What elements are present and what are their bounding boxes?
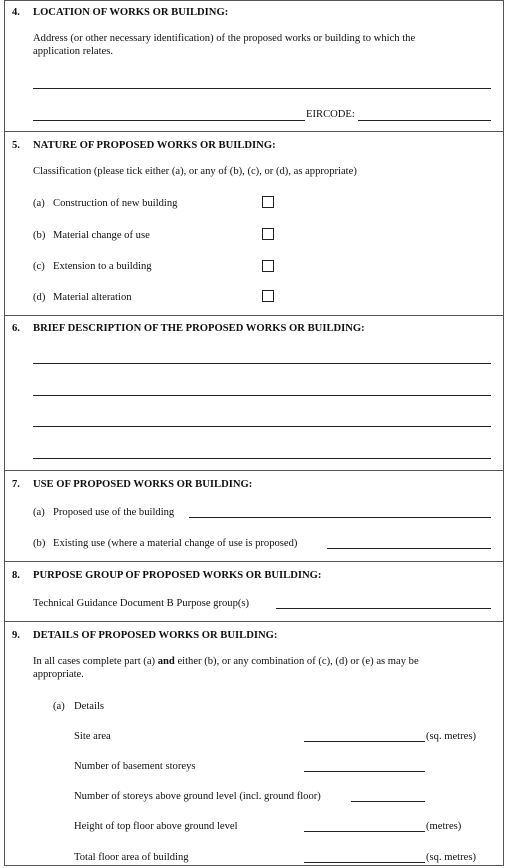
option-a-checkbox[interactable] xyxy=(262,196,274,208)
section-9-instruction: In all cases complete part (a) and either (b), or any combination of (c), (d) or (e) as may be xyxy=(33,656,419,667)
storeys-above-field[interactable] xyxy=(351,801,425,802)
section-divider xyxy=(4,315,504,316)
section-8-title: PURPOSE GROUP OF PROPOSED WORKS OR BUILDING: xyxy=(33,570,322,581)
section-divider xyxy=(4,131,504,132)
section-5-title: NATURE OF PROPOSED WORKS OR BUILDING: xyxy=(33,140,276,151)
basement-storeys-field[interactable] xyxy=(304,771,425,772)
section-4-title: LOCATION OF WORKS OR BUILDING: xyxy=(33,7,229,18)
details-heading: Details xyxy=(74,701,105,712)
height-unit: (metres) xyxy=(426,821,462,832)
classification-instruction: Classification (please tick either (a), or any of (b), (c), or (d), as appropriate) xyxy=(33,166,357,177)
section-divider xyxy=(4,621,504,622)
total-floor-area-label: Total floor area of building xyxy=(74,852,189,863)
proposed-use-letter: (a) xyxy=(33,507,45,518)
site-area-field[interactable] xyxy=(304,741,425,742)
option-d-letter: (d) xyxy=(33,292,46,303)
section-4-number: 4. xyxy=(12,7,20,18)
section-6-title: BRIEF DESCRIPTION OF THE PROPOSED WORKS OR BUILDING: xyxy=(33,323,365,334)
site-area-label: Site area xyxy=(74,731,111,742)
section-6-number: 6. xyxy=(12,323,20,334)
section-7-number: 7. xyxy=(12,479,20,490)
total-floor-area-unit: (sq. metres) xyxy=(426,852,477,863)
description-line-3[interactable] xyxy=(33,426,491,427)
purpose-group-field[interactable] xyxy=(276,608,491,609)
option-b-checkbox[interactable] xyxy=(262,228,274,240)
section-divider xyxy=(4,0,504,1)
site-area-unit: (sq. metres) xyxy=(426,731,477,742)
option-b-label: Material change of use xyxy=(53,230,150,241)
proposed-use-field[interactable] xyxy=(189,517,491,518)
option-d-checkbox[interactable] xyxy=(262,290,274,302)
section-9-number: 9. xyxy=(12,630,20,641)
address-line-1[interactable] xyxy=(33,88,491,89)
section-8-number: 8. xyxy=(12,570,20,581)
option-c-label: Extension to a building xyxy=(53,261,152,272)
option-a-label: Construction of new building xyxy=(53,198,178,209)
height-top-floor-field[interactable] xyxy=(304,831,425,832)
existing-use-label: Existing use (where a material change of use is proposed) xyxy=(53,538,298,549)
section-divider xyxy=(4,561,504,562)
description-line-1[interactable] xyxy=(33,363,491,364)
details-letter: (a) xyxy=(53,701,65,712)
section-9-instruction-cont: appropriate. xyxy=(33,669,84,680)
total-floor-area-field[interactable] xyxy=(304,862,425,863)
section-divider xyxy=(4,470,504,471)
option-c-letter: (c) xyxy=(33,261,45,272)
eircode-field[interactable] xyxy=(358,120,491,121)
option-a-letter: (a) xyxy=(33,198,45,209)
existing-use-letter: (b) xyxy=(33,538,46,549)
section-4-description-cont: application relates. xyxy=(33,46,114,57)
section-7-title: USE OF PROPOSED WORKS OR BUILDING: xyxy=(33,479,253,490)
existing-use-field[interactable] xyxy=(327,548,491,549)
section-9-title: DETAILS OF PROPOSED WORKS OR BUILDING: xyxy=(33,630,278,641)
description-line-4[interactable] xyxy=(33,458,491,459)
option-c-checkbox[interactable] xyxy=(262,260,274,272)
option-d-label: Material alteration xyxy=(53,292,132,303)
section-5-number: 5. xyxy=(12,140,20,151)
section-4-description: Address (or other necessary identification) of the proposed works or building to which the xyxy=(33,33,416,44)
address-line-2[interactable] xyxy=(33,120,305,121)
proposed-use-label: Proposed use of the building xyxy=(53,507,175,518)
eircode-label: EIRCODE: xyxy=(306,109,355,120)
height-top-floor-label: Height of top floor above ground level xyxy=(74,821,238,832)
purpose-group-label: Technical Guidance Document B Purpose group(s) xyxy=(33,598,250,609)
option-b-letter: (b) xyxy=(33,230,46,241)
storeys-above-label: Number of storeys above ground level (incl. ground floor) xyxy=(74,791,321,802)
description-line-2[interactable] xyxy=(33,395,491,396)
basement-storeys-label: Number of basement storeys xyxy=(74,761,196,772)
